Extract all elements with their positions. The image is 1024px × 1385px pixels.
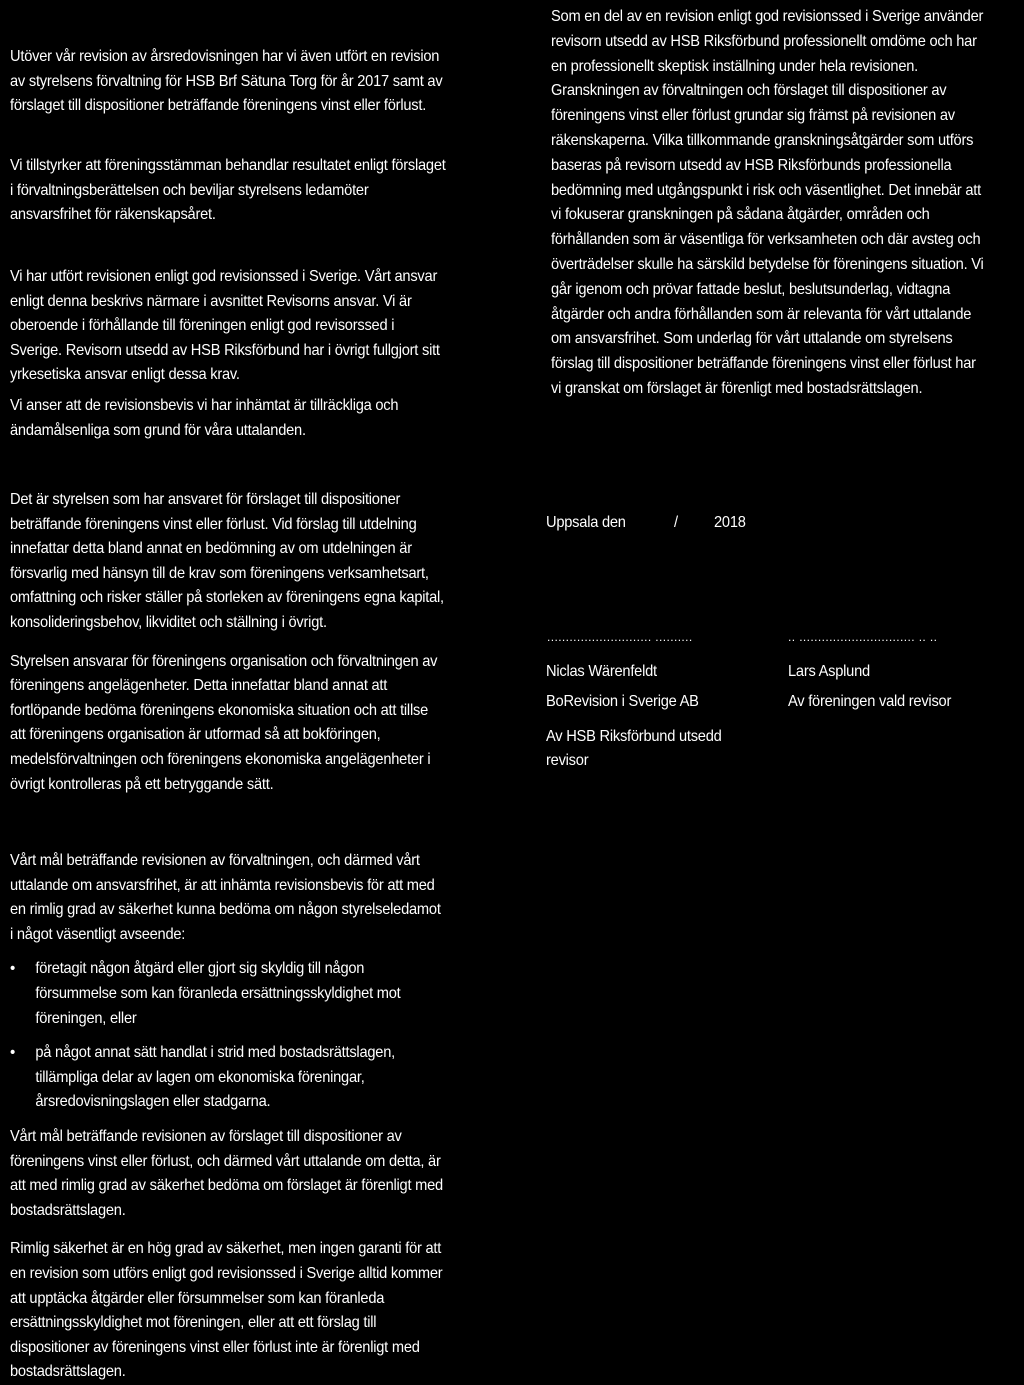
basis-section xyxy=(10,265,480,443)
basis-paragraph: Vi har utfört revisionen enligt god revisionssed i Sverige. Vårt ansvar enligt denna beskrivs närmare i avsnittet Revisorns ansvar. Vi är oberoende i förhållande till föreningen enligt god revisorssed i Sverige. Revisorn utsedd av HSB Riksförbund har i övrigt fullgjort sitt yrkesetiska ansvar enligt dessa krav. xyxy=(10,268,440,384)
place-label: Uppsala den xyxy=(546,514,626,531)
signature-place-date xyxy=(546,511,626,536)
recommendation-paragraph: Vi tillstyrker att föreningsstämman behandlar resultatet enligt förslaget i förvaltningsberättelsen och beviljar styrelsens ledamöter ansvarsfrihet för räkenskapsåret. xyxy=(10,157,446,224)
dispositions-objective-paragraph: Vårt mål beträffande revisionen av förslaget till dispositioner av föreningens vinst eller förlust, och därmed vårt uttalande om detta, är att med rimlig grad av säkerhet bedöma om förslaget är förenligt med bostadsrättslagen. xyxy=(10,1127,443,1219)
date-year: 2018 xyxy=(714,514,746,531)
signer1-block xyxy=(546,657,699,717)
list-item: • företagit någon åtgärd eller gjort sig skyldig till någon försummelse som kan föranleda ersättningsskyldighet mot föreningen, eller xyxy=(10,957,480,1031)
audit-scope-paragraph: Utöver vår revision av årsredovisningen har vi även utfört en revision av styrelsens förvaltning för HSB Brf Sätuna Torg för år 2017 samt av förslaget till dispositioner beträffande föreningens vinst eller förlust. xyxy=(10,48,443,115)
signer1-company: BoRevision i Sverige AB xyxy=(546,693,699,710)
signer2-name: Lars Asplund xyxy=(788,663,870,680)
signature-line-right: .. ............................... .. .. xyxy=(788,630,938,644)
signer2-block xyxy=(788,657,951,717)
list-item: • på något annat sätt handlat i strid med bostadsrättslagen, tillämpliga delar av lagen om ekonomiska föreningar, årsredovisningslagen eller stadgarna. xyxy=(10,1041,480,1115)
board-responsibility-section xyxy=(10,488,480,797)
objective-paragraph: Vårt mål beträffande revisionen av förvaltningen, och därmed vårt uttalande om ansvarsfrihet, är att inhämta revisionsbevis för att med en rimlig grad av säkerhet kunna bedöma om någon styrelseledamot i något väsentligt avseende: xyxy=(10,852,441,943)
signer1-role: Av HSB Riksförbund utsedd revisor xyxy=(546,728,722,769)
recommendation-section xyxy=(10,154,480,228)
board-organisation-paragraph: Styrelsen ansvarar för föreningens organisation och förvaltningen av föreningens angelägenheter. Detta innefattar bland annat att fortlöpande bedöma föreningens ekonomiska situation och att tillse att föreningens organisation är utformad så att bokföringen, medelsförvaltningen och föreningens ekonomiska angelägenheter i övrigt kontrolleras på ett betryggande sätt. xyxy=(10,652,438,793)
auditor-objective-section xyxy=(10,849,480,1385)
auditor-approach-paragraph: Som en del av en revision enligt god revisionssed i Sverige använder revisorn utsedd av HSB Riksförbund professionellt omdöme och har en professionellt skeptisk inställning under hela revisionen. Granskningen av förvaltningen och förslaget till dispositioner av föreningens vinst eller förlust grundar sig främst på revisionen av räkenskaperna. Vilka tillkommande granskningsåtgärder som utförs baseras på revisorn utsedd av HSB Riksförbunds professionella bedömning med utgångspunkt i risk och väsentlighet. Det innebär att vi fokuserar granskningen på sådana åtgärder, områden och förhållanden som är väsentliga för verksamheten och där avsteg och överträdelser skulle ha särskild betydelse för föreningens situation. Vi går igenom och prövar fattade beslut, beslutsunderlag, vidtagna åtgärder och andra förhållanden som är relevanta för vårt uttalande om ansvarsfrihet. Som underlag för vårt uttalande om styrelsens förslag till dispositioner beträffande föreningens vinst eller förlust har vi granskat om förslaget är förenligt med bostadsrättslagen. xyxy=(551,8,984,397)
board-dispositions-paragraph: Det är styrelsen som har ansvaret för förslaget till dispositioner beträffande föreningens vinst eller förlust. Vid förslag till utdelning innefattar detta bland annat en bedömning av om utdelningen är försvarlig med hänsyn till de krav som föreningens verksamhetsart, omfattning och risker ställer på storleken av föreningens egna kapital, konsolideringsbehov, likviditet och ställning i övrigt. xyxy=(10,491,444,631)
signer2-role: Av föreningen vald revisor xyxy=(788,693,952,710)
bullet-icon: • xyxy=(10,1044,16,1062)
reasonable-assurance-paragraph: Rimlig säkerhet är en hög grad av säkerhet, men ingen garanti för att en revision som utförs enligt god revisionssed i Sverige alltid kommer att upptäcka åtgärder eller försummelser som kan föranleda ersättningsskyldighet mot föreningen, eller att ett förslag till dispositioner av föreningens vinst eller förlust inte är förenligt med bostadsrättslagen. xyxy=(10,1240,443,1381)
right-top-section xyxy=(551,5,993,402)
signature-line-left: ............................ .......... xyxy=(547,630,693,644)
evidence-paragraph: Vi anser att de revisionsbevis vi har inhämtat är tillräckliga och ändamålsenliga som grund för våra uttalanden. xyxy=(10,396,399,439)
signer1-name: Niclas Wärenfeldt xyxy=(546,663,657,680)
date-slash: / xyxy=(674,514,678,531)
left-top-section xyxy=(10,45,480,119)
bullet-icon: • xyxy=(10,960,16,978)
